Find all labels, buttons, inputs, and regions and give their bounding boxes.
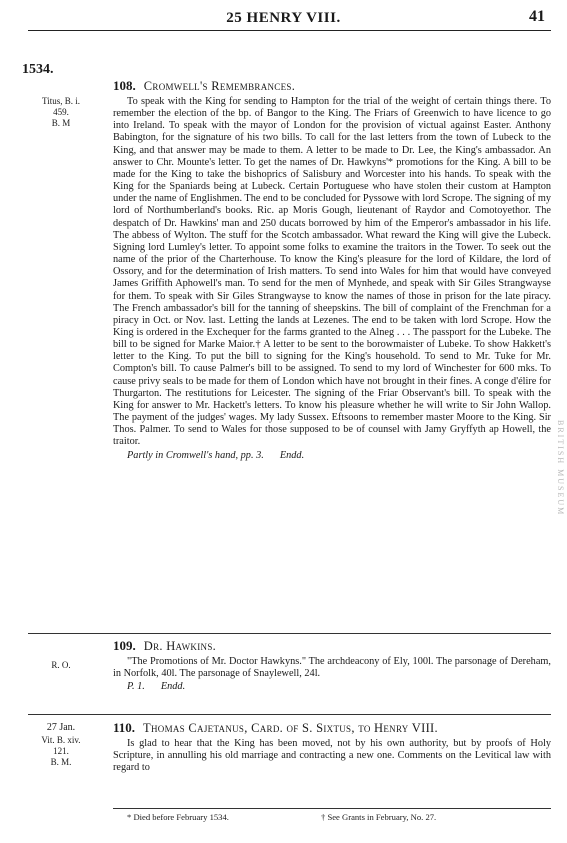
margin-line: R. O.: [51, 660, 71, 670]
note-text: Partly in Cromwell's hand, pp. 3.: [127, 449, 264, 461]
margin-reference-110: [22, 722, 100, 768]
margin-reference-109: [22, 660, 100, 671]
header-rule: [28, 30, 551, 31]
entry-title: Dr. Hawkins.: [143, 639, 217, 653]
entry-108: [113, 78, 551, 462]
margin-date: 27 Jan.: [46, 722, 76, 733]
library-stamp: BRITISH MUSEUM: [556, 420, 565, 517]
running-head: 25 HENRY VIII.: [226, 10, 341, 26]
entry-separator: [28, 633, 551, 634]
entry-heading: [113, 720, 551, 736]
entry-text: Is glad to hear that the King has been moved, not by his own authority, but by proofs of Holy Scripture, in annulling his old marriage and contracting a new one. Comments on the Levitical law with regard to: [113, 738, 551, 774]
margin-line: Titus, B. i.: [42, 96, 80, 106]
footnote-grants: † See Grants in February, No. 27.: [321, 812, 437, 822]
entry-title: Thomas Cajetanus, Card. of S. Sixtus, to Henry VIII.: [143, 721, 438, 735]
margin-line: 121.: [53, 746, 69, 756]
entry-109: [113, 638, 551, 693]
entry-note: [113, 449, 551, 462]
margin-line: Vit. B. xiv.: [41, 735, 81, 745]
footnote-rule: [113, 808, 551, 809]
entry-110: [113, 720, 551, 774]
entry-number: 110.: [113, 720, 136, 735]
margin-year: 1534.: [22, 62, 54, 77]
endorsed-text: Endd.: [160, 681, 186, 693]
entry-text: To speak with the King for sending to Hampton for the trial of the weight of certain things there. To remember the election of the bp. of Bangor to the King. The Friars of Greenwich to have licence to go into Ireland. To speak with the mayor of London for the provision of victual against Easter. Anthony Babington, for the signature of his two bills. To call for the last letters from the town of Lubeck to the King, and that answer may be made to them. A letter to be made to Dr. Lee, the King's ambassador. An answer to Chr. Mounte's letter. To get the names of Dr. Hawkyns'* promotions for the King. A bill to be made for the King to take the bishoprics of Salisbury and Worcester into his hands. To speak with the King for the Spaniards being at Lubeck. Certain Portuguese who have stolen their custom at Hampton under the name of Englishmen. The end to be concluded for Pyssowe with lord Scrope. The signing of my lord of Northumberland's books. Ric. ap Moris Gough, lieutenant of Raydor and Comotoyethor. The despatch of Dr. Hawkins' man and 250 ducats borrowed by him of the Emperor's ambassador in his life. The abbess of Wylton. The stuff for the Scotch ambassador. What reward the King will give the Lubeck. Signing lord Lumley's letter. To appoint some folks to examine the traitors in the Tower. To seek out the name of the prior of the Charterhouse. To know the King's pleasure for the lord of Kildare, the lord of Ossory, and for the determination of Irish matters. To send into Wales for him that would have conveyed James Griffith Aphowell's man. To send for the men of Mynhede, and speak with Sir Giles Strangwayse for them. To speak with Sir Giles Strangwayse to know the names of those in prison for the late piracy. The French ambassador's bill for the tanning of sheepskins. The bill of complaint of the Frenchman for a piracy in Oct. or Nov. last. Letting the lands at Lezenes. The end to be taken with lord Scrope. How the King is ordered in the Exchequer for the farms granted to the Alneg . . . The passport for the Lubeke. The bill to be signed for Marke Maior.† A letter to be sent to the borowmaister of Lubeke. To show Hakkett's letter to the King. To put the bill to signing for the King's household. To send to Mr. Tuke for Mr. Compton's bill. To cause Palmer's bill to be assigned. To send to my lord of Winchester for 600 mks. To cause privy seals to be made for them of London which have not brought in their fines. A conge d'élire for Thurgarton. The restitutions for Leicester. The signing of the Friar Observant's bill. To speak with the King for answer to Mr. Hackett's letters. To know his pleasure whether he will write to Sir John Wallop. The payment of the judges' wages. My lady Sussex. Eftsoons to remember master Moore to the King. Sir Thos. Palmer. To send to Wales for those supposed to be of counsel with Jamy Gryffyth ap Howell, the traitor.: [113, 96, 551, 448]
entry-text: "The Promotions of Mr. Doctor Hawkyns." The archdeacony of Ely, 100l. The parsonage of Dereham, in Norfolk, 40l. The parsonage of Snaylewell, 24l.: [113, 656, 551, 680]
entry-number: 108.: [113, 78, 136, 93]
entry-heading: [113, 78, 551, 94]
page-number: 41: [529, 8, 545, 25]
endorsed-text: Endd.: [279, 449, 305, 461]
margin-line: B. M.: [50, 757, 72, 767]
margin-reference-108: [22, 96, 100, 129]
entry-note: [113, 680, 551, 693]
entry-separator: [28, 714, 551, 715]
page-header: [0, 6, 567, 28]
entry-number: 109.: [113, 638, 136, 653]
margin-line: 459.: [53, 107, 69, 117]
note-text: P. 1.: [127, 681, 145, 693]
margin-line: B. M: [51, 118, 71, 128]
entry-title: Cromwell's Remembrances.: [143, 79, 296, 93]
footnote-died: * Died before February 1534.: [127, 812, 229, 822]
entry-heading: [113, 638, 551, 654]
